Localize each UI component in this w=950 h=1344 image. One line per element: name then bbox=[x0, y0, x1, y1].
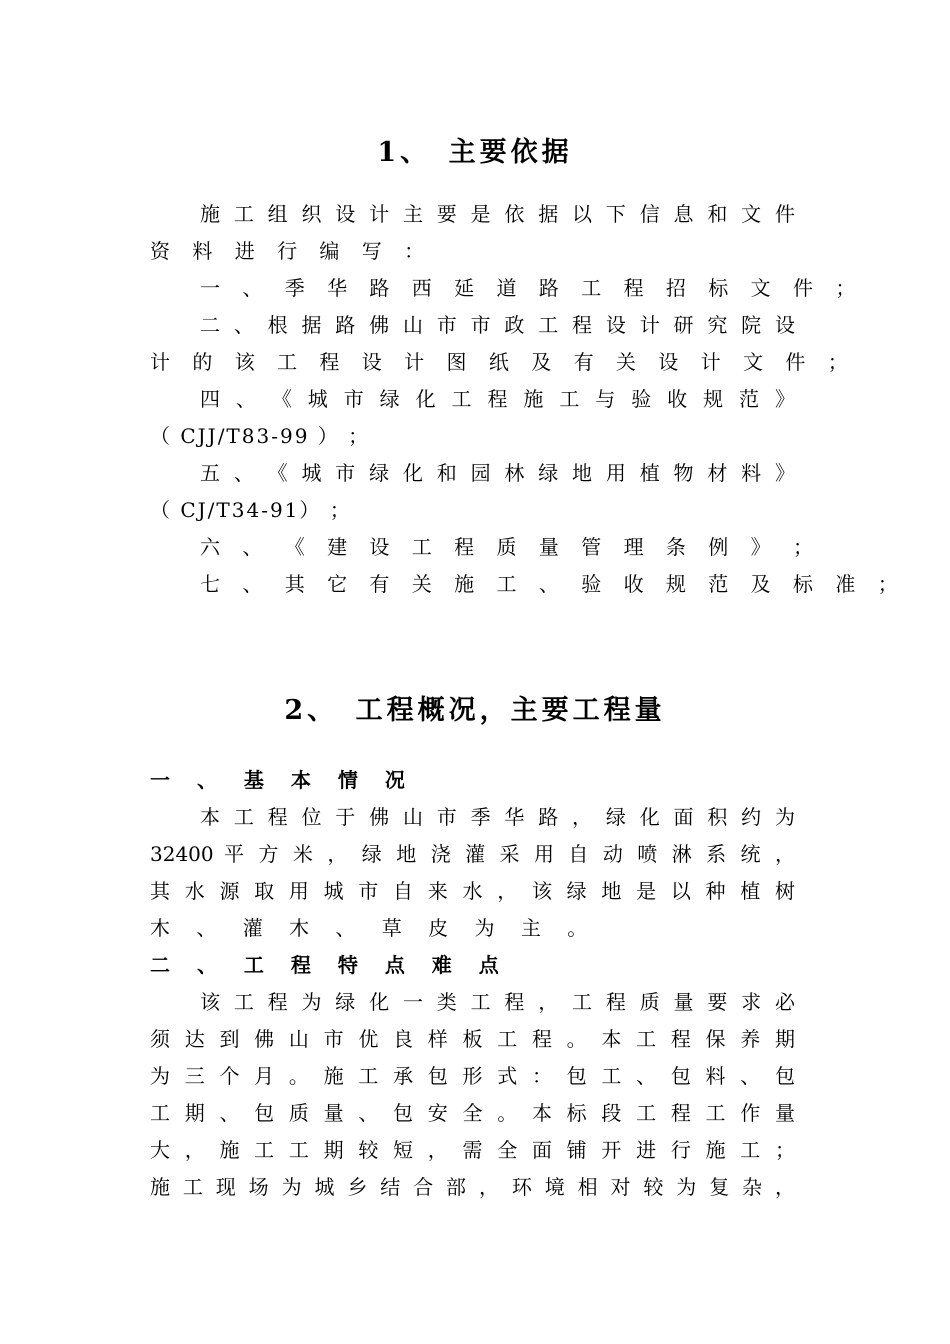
subsection-2-line-2: 须 达 到 佛 山 市 优 良 样 板 工 程 。 本 工 程 保 养 期 bbox=[150, 1027, 795, 1051]
subsection-2-line-3: 为 三 个 月 。 施 工 承 包 形 式 ： 包 工 、 包 料 、 包 bbox=[150, 1064, 795, 1088]
section-1-line-2: 资 料 进 行 编 写 ： bbox=[150, 239, 433, 263]
section-1-line-3: 一 、 季 华 路 西 延 道 路 工 程 招 标 文 件 ； bbox=[200, 276, 864, 300]
section-1-heading: 1、 主要依据 bbox=[377, 137, 573, 168]
section-1-line-11: 七 、 其 它 有 关 施 工 、 验 收 规 范 及 标 准 ； bbox=[200, 572, 906, 596]
section-1-line-10: 六 、 《 建 设 工 程 质 量 管 理 条 例 》 ； bbox=[200, 535, 822, 559]
subsection-1-line-4: 木 、 灌 木 、 草 皮 为 主 。 bbox=[150, 916, 598, 940]
subsection-1-line-3: 其 水 源 取 用 城 市 自 来 水 ， 该 绿 地 是 以 种 植 树 bbox=[150, 879, 795, 903]
subsection-2-line-4: 工 期 、 包 质 量 、 包 安 全 。 本 标 段 工 程 工 作 量 bbox=[150, 1101, 795, 1125]
section-1-line-6: 四 、 《 城 市 绿 化 工 程 施 工 与 验 收 规 范 》 bbox=[200, 387, 795, 411]
section-1-line-5: 计 的 该 工 程 设 计 图 纸 及 有 关 设 计 文 件 ； bbox=[150, 350, 856, 374]
subsection-1-heading: 一 、 基 本 情 况 bbox=[150, 768, 415, 792]
section-1-line-7: （ CJJ/T83-99 ） ； bbox=[150, 424, 371, 448]
subsection-1-line-1: 本 工 程 位 于 佛 山 市 季 华 路 ， 绿 化 面 积 约 为 bbox=[200, 805, 795, 829]
section-2-heading: 2、 工程概况，主要工程量 bbox=[284, 695, 666, 726]
subsection-2-line-5: 大 ， 施 工 工 期 较 短 ， 需 全 面 铺 开 进 行 施 工 ； bbox=[150, 1138, 795, 1162]
section-1-line-1: 施 工 组 织 设 计 主 要 是 依 据 以 下 信 息 和 文 件 bbox=[200, 202, 795, 226]
subsection-1-line-2: 32400 平 方 米 ， 绿 地 浇 灌 采 用 自 动 喷 淋 系 统 ， bbox=[150, 842, 795, 866]
section-1-line-8: 五 、 《 城 市 绿 化 和 园 林 绿 地 用 植 物 材 料 》 bbox=[200, 461, 795, 485]
section-1-line-4: 二 、 根 据 路 佛 山 市 市 政 工 程 设 计 研 究 院 设 bbox=[200, 313, 795, 337]
subsection-2-heading: 二 、 工 程 特 点 难 点 bbox=[150, 953, 509, 977]
subsection-2-line-6: 施 工 现 场 为 城 乡 结 合 部 ， 环 境 相 对 较 为 复 杂 ， bbox=[150, 1175, 795, 1199]
section-1-line-9: （ CJ/T34-91） ； bbox=[150, 498, 352, 522]
subsection-2-line-1: 该 工 程 为 绿 化 一 类 工 程 ， 工 程 质 量 要 求 必 bbox=[200, 990, 795, 1014]
